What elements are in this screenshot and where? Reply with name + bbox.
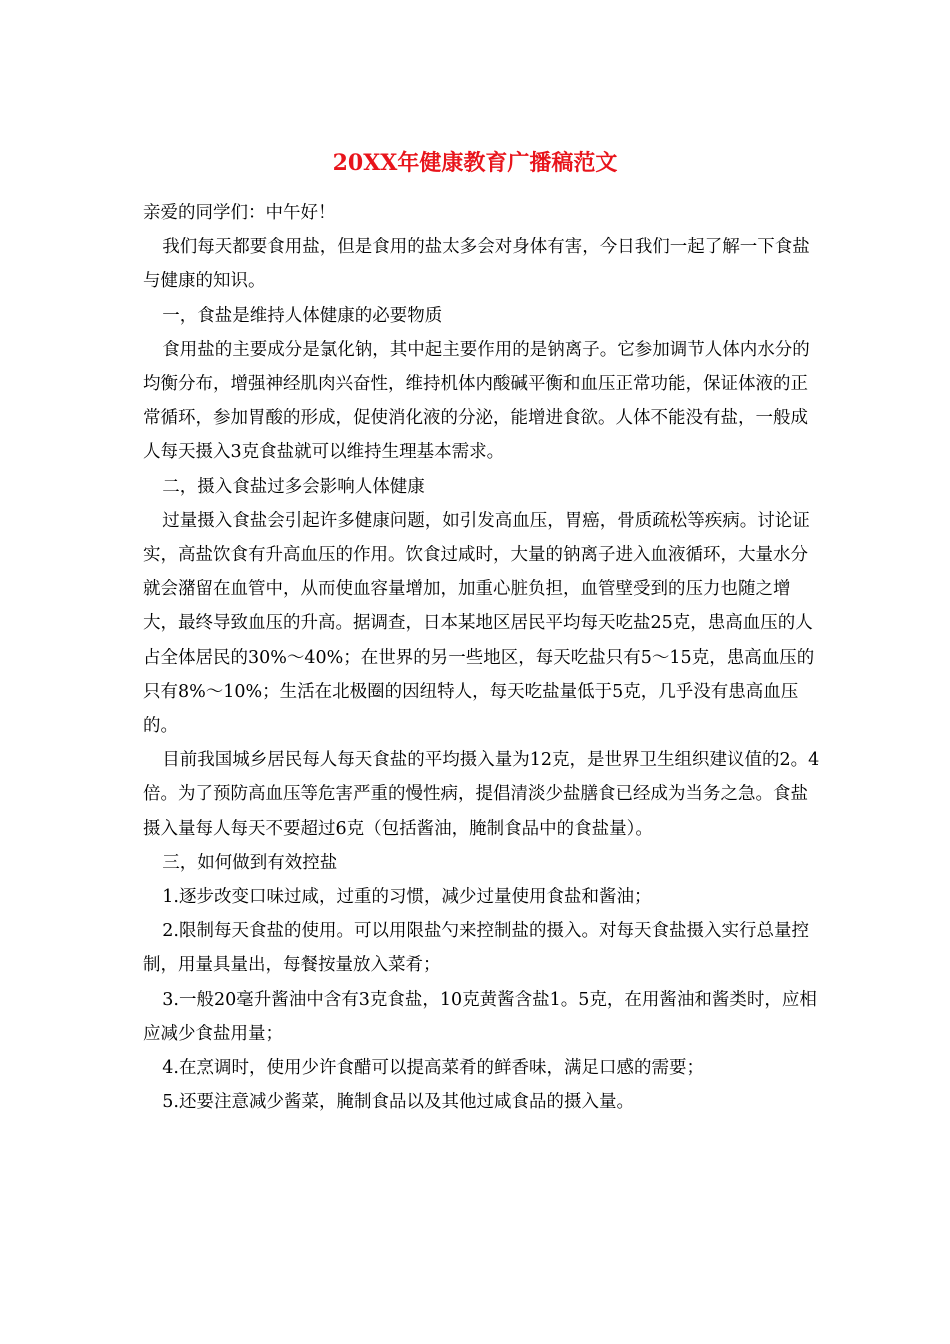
page-title: 20XX年健康教育广播稿范文 — [332, 150, 618, 176]
paragraph: 目前我国城乡居民每人每天食盐的平均摄入量为12克，是世界卫生组织建议值的2。4倍。为了预防高血压等危害严重的慢性病，提倡清淡少盐膳食已经成为当务之急。食盐摄入量每人每天不要超过6克（包括酱油，腌制食品中的食盐量）。 — [143, 750, 820, 839]
section-heading: 二，摄入食盐过多会影响人体健康 — [162, 476, 425, 497]
paragraph: 亲爱的同学们：中午好！ — [143, 203, 336, 223]
list-item: 4.在烹调时，使用少许食醋可以提高菜肴的鲜香味，满足口感的需要； — [162, 1058, 704, 1079]
section-heading: 一，食盐是维持人体健康的必要物质 — [162, 305, 443, 326]
paragraph: 食用盐的主要成分是氯化钠，其中起主要作用的是钠离子。它参加调节人体内水分的均衡分布，增强神经肌肉兴奋性，维持机体内酸碱平衡和血压正常功能，保证体液的正常循环，参加胃酸的形成，促使消化液的分泌，能增进食欲。人体不能没有盐，一般成人每天摄入3克食盐就可以维持生理基本需求。 — [143, 339, 810, 463]
paragraph: 过量摄入食盐会引起许多健康问题，如引发高血压，胃癌，骨质疏松等疾病。讨论证实，高盐饮食有升高血压的作用。饮食过咸时，大量的钠离子进入血液循环，大量水分就会潴留在血管中，从而使血容量增加，加重心脏负担，血管壁受到的压力也随之增大，最终导致血压的升高。据调查，日本某地区居民平均每天吃盐25克，患高血压的人占全体居民的30%～40%；在世界的另一些地区，每天吃盐只有5～15克，患高血压的只有8%～10%；生活在北极圈的因纽特人，每天吃盐量低于5克，几乎没有患高血压的。 — [143, 510, 815, 737]
list-item: 5.还要注意减少酱菜，腌制食品以及其他过咸食品的摄入量。 — [162, 1092, 634, 1113]
section-heading: 三，如何做到有效控盐 — [162, 852, 338, 873]
list-item: 2.限制每天食盐的使用。可以用限盐勺来控制盐的摄入。对每天食盐摄入实行总量控制，用量具量出，每餐按量放入菜肴； — [143, 921, 809, 976]
document-body — [143, 196, 825, 1119]
paragraph: 我们每天都要食用盐，但是食用的盐太多会对身体有害，今日我们一起了解一下食盐与健康的知识。 — [143, 237, 810, 292]
list-item: 3.一般20毫升酱油中含有3克食盐，10克黄酱含盐1。5克，在用酱油和酱类时，应相应减少食盐用量； — [143, 989, 817, 1044]
list-item: 1.逐步改变口味过咸，过重的习惯，减少过量使用食盐和酱油； — [162, 887, 652, 908]
